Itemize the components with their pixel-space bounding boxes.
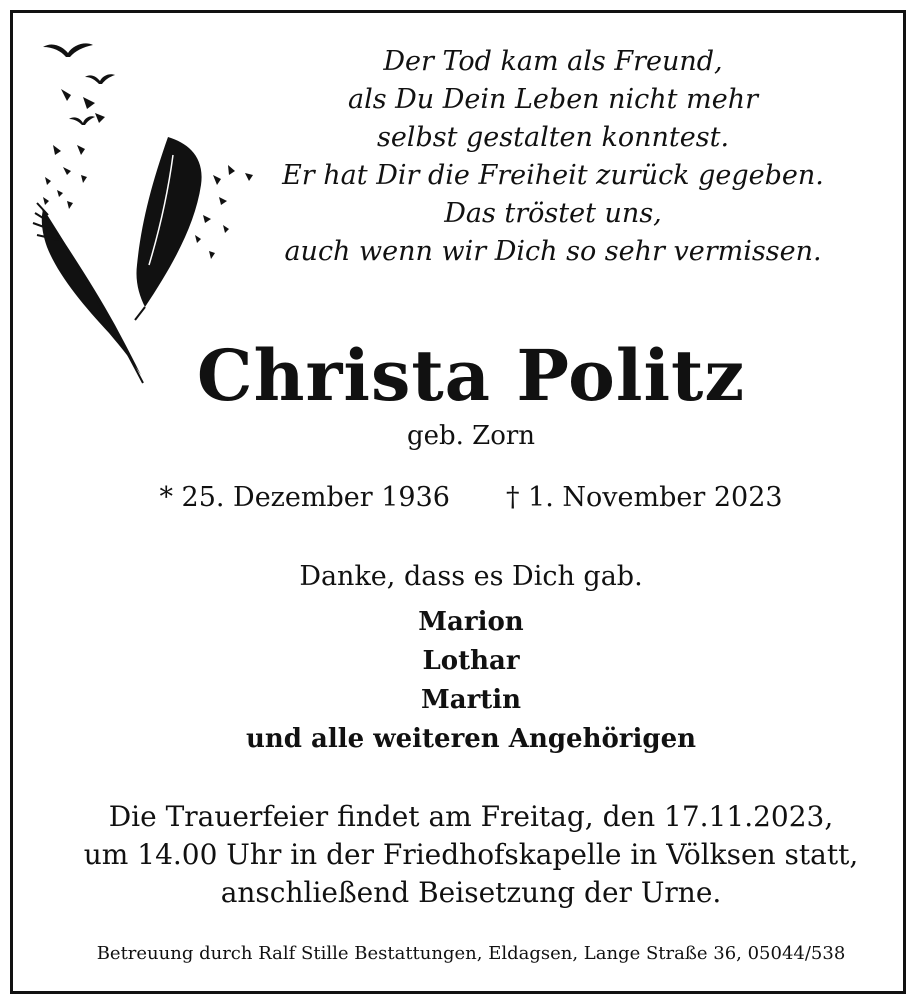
poem-line: als Du Dein Leben nicht mehr [347, 84, 758, 115]
family-member: Martin [420, 685, 522, 715]
thanks-line: Danke, dass es Dich gab. [299, 561, 643, 592]
service-line: um 14.00 Uhr in der Friedhofskapelle in Völksen statt, [83, 838, 859, 871]
poem-line: auch wenn wir Dich so sehr vermissen. [284, 236, 822, 267]
poem [248, 43, 858, 271]
right-feather-icon [135, 137, 202, 320]
service-info [13, 798, 916, 912]
service-line: anschließend Beisetzung der Urne. [220, 876, 722, 909]
service-line: Die Trauerfeier findet am Freitag, den 17.11.2023, [108, 800, 834, 833]
death-date: † 1. November 2023 [505, 482, 783, 513]
birth-name: geb. Zorn [406, 421, 536, 451]
family-member: Lothar [422, 646, 520, 676]
poem-line: Der Tod kam als Freund, [383, 46, 723, 77]
family-member: Marion [418, 607, 524, 637]
deceased-name: Christa Politz [196, 334, 746, 417]
poem-line: Das tröstet uns, [444, 198, 662, 229]
poem-line: Er hat Dir die Freiheit zurück gegeben. [282, 160, 824, 191]
poem-line: selbst gestalten konntest. [376, 122, 730, 153]
family-member: und alle weiteren Angehörigen [245, 724, 697, 754]
birth-date: * 25. Dezember 1936 [159, 482, 450, 513]
undertaker-footer: Betreuung durch Ralf Stille Bestattungen, Eldagsen, Lange Straße 36, 05044/538 [96, 943, 846, 964]
family-list [13, 603, 916, 759]
obituary-notice [10, 10, 906, 994]
life-dates [13, 479, 916, 517]
